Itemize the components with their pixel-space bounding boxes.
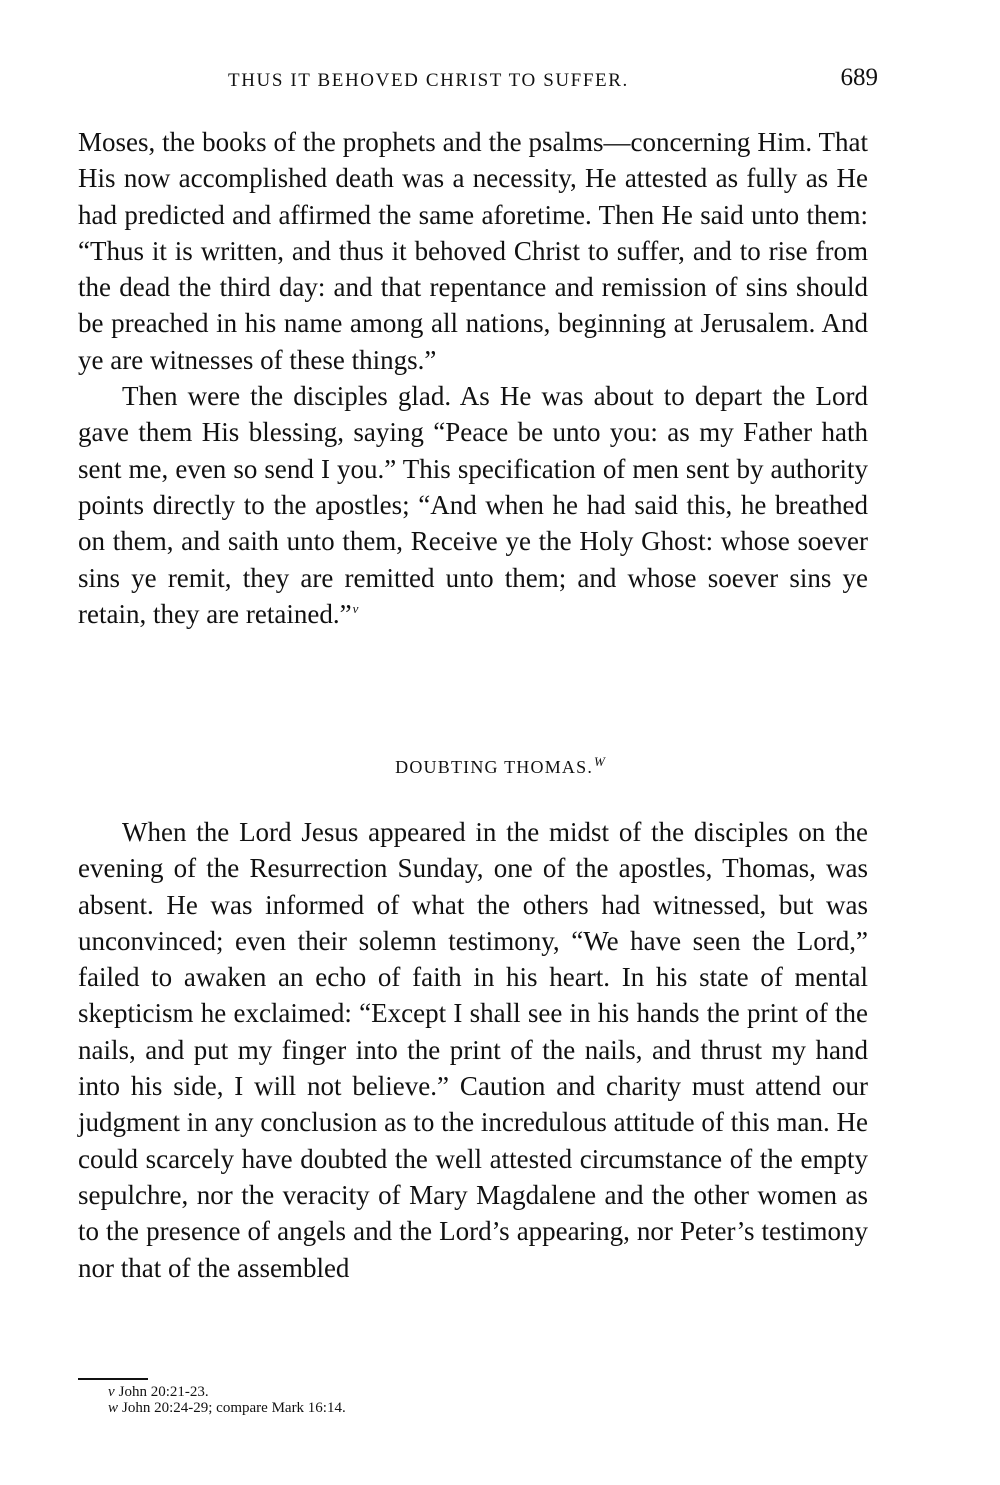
section-heading [0, 754, 1000, 778]
footnotes [108, 1384, 608, 1416]
text-block-upper [78, 124, 868, 632]
text-block-lower [78, 814, 868, 1286]
footnote-w [108, 1400, 608, 1416]
footnote-mark: v [108, 1384, 115, 1400]
footnote-text: John 20:24-29; compare Mark 16:14. [122, 1400, 346, 1416]
paragraph-blessing [78, 378, 868, 632]
paragraph-continuation: Moses, the books of the prophets and the psalms—concerning Him. That His now accomplished death was a necessity, He attested as fully as He had predicted and affirmed the same aforetime. Then He said unto them: “Thus it is written, and thus it behoved Christ to suffer, and to rise from the dead the third day: and that repentance and remission of sins should be preached in his name among all nations, beginning at Jerusalem. And ye are witnesses of these things.” [78, 127, 868, 375]
paragraph-doubting-thomas: When the Lord Jesus appeared in the midst of the disciples on the evening of the Resurrection Sunday, one of the apostles, Thomas, was absent. He was informed of what the others had witnessed, but was unconvinced; even their solemn testimony, “We have seen the Lord,” failed to awaken an echo of faith in his heart. In his state of mental skepticism he exclaimed: “Except I shall see in his hands the print of the nails, and put my finger into the print of the nails, and thrust my hand into his side, I will not believe.” Caution and charity must attend our judgment in any conclusion as to the incredulous attitude of this man. He could scarcely have doubted the well attested circumstance of the empty sepulchre, nor the veracity of Mary Magdalene and the other women as to the presence of angels and the Lord’s appearing, nor Peter’s testimony nor that of the assembled [78, 817, 868, 1283]
running-head: THUS IT BEHOVED CHRIST TO SUFFER. [228, 70, 629, 91]
paragraph-blessing-text: Then were the disciples glad. As He was about to depart the Lord gave them His blessing, saying “Peace be unto you: as my Father hath sent me, even so send I you.” This specification of men sent by authority points directly to the apostles; “And when he had said this, he breathed on them, and saith unto them, Receive ye the Holy Ghost: whose soever sins ye remit, they are remitted unto them; and whose soever sins ye retain, they are retained.” [78, 381, 868, 629]
page-header [78, 62, 878, 102]
footnote-text: John 20:21-23. [118, 1384, 209, 1400]
page-number: 689 [840, 64, 878, 91]
footnote-ref-w: W [594, 754, 605, 769]
footnote-ref-v: v [352, 600, 359, 616]
footnote-divider [78, 1378, 148, 1380]
section-heading-label: DOUBTING THOMAS. [395, 757, 594, 777]
footnote-v [108, 1384, 608, 1400]
footnote-mark: w [108, 1400, 119, 1416]
